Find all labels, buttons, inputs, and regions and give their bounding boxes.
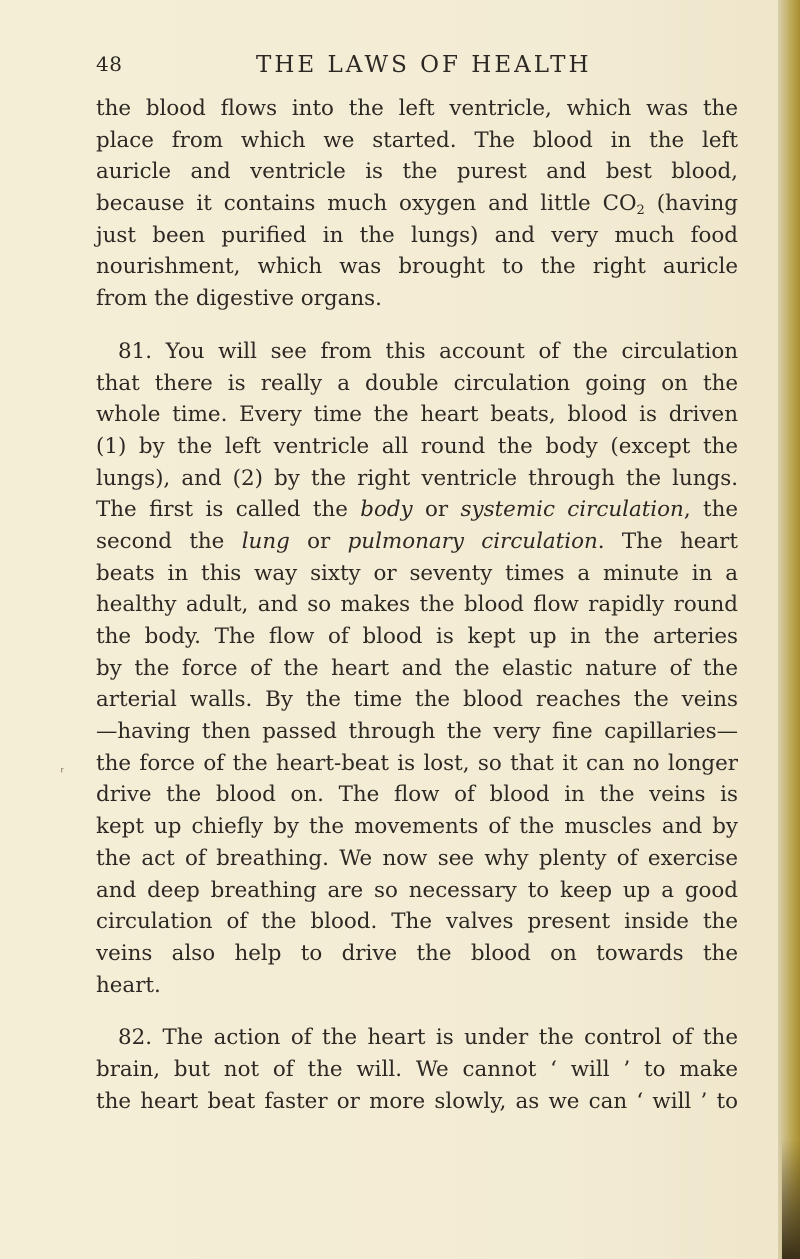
text-line: brain, but not of the will. We cannot ‘ will ’ to make (96, 1056, 738, 1082)
text-line (96, 494, 738, 526)
text-line: arterial walls. By the time the blood reaches the veins (96, 687, 738, 713)
text-line: veins also help to drive the blood on towards the (96, 940, 738, 966)
body-text (96, 93, 738, 1117)
text-line: the blood flows into the left ventricle, which was the (96, 96, 738, 121)
text-fragment: , the (683, 497, 739, 523)
paragraph-number: 81. (118, 338, 153, 364)
italic-term: body (360, 497, 413, 523)
text-line: just been purified in the lungs) and very much food (96, 222, 738, 248)
text-line: by the force of the heart and the elastic nature of the (96, 655, 738, 681)
running-title: THE LAWS OF HEALTH (256, 52, 592, 78)
text-line: the body. The flow of blood is kept up in the arteries (96, 624, 738, 649)
text-line: from the digestive organs. (96, 286, 382, 312)
text-line: the heart beat faster or more slowly, as we can ‘ will ’ to (96, 1088, 738, 1114)
italic-term: lung (241, 528, 290, 554)
text-fragment: You will see from this account of the circulation (165, 338, 738, 364)
margin-mark: ⸢ (60, 766, 65, 780)
text-line (96, 336, 738, 368)
text-line (96, 188, 738, 220)
text-fragment: The first is called the (96, 497, 361, 523)
text-line: auricle and ventricle is the purest and best blood, (96, 159, 738, 185)
paragraph-number: 82. (118, 1025, 153, 1051)
text-line: nourishment, which was brought to the right auricle (96, 254, 738, 280)
subscript: 2 (636, 203, 645, 219)
text-fragment: second the (96, 528, 242, 554)
text-line (96, 526, 738, 558)
text-line: that there is really a double circulation going on the (96, 370, 738, 396)
text-line: whole time. Every time the heart beats, blood is driven (96, 402, 738, 428)
text-line: lungs), and (2) by the right ventricle through the lungs. (96, 465, 738, 491)
italic-term: systemic circulation (460, 497, 684, 523)
page-edge (778, 0, 800, 1259)
page-header (96, 52, 746, 86)
text-fragment: or (289, 528, 348, 554)
text-line: the act of breathing. We now see why plenty of exercise (96, 845, 738, 871)
text-line: beats in this way sixty or seventy times a minute in a (96, 560, 738, 586)
text-line: (1) by the left ventricle all round the body (except the (96, 433, 738, 459)
text-line: drive the blood on. The flow of blood in the veins is (96, 782, 738, 808)
page-number: 48 (96, 52, 123, 76)
text-line (96, 1022, 738, 1054)
text-fragment: because it contains much oxygen and little CO (96, 191, 637, 217)
text-line: and deep breathing are so necessary to keep up a good (96, 877, 738, 903)
text-fragment: . The heart (597, 528, 738, 554)
text-line: heart. (96, 972, 161, 998)
text-line: circulation of the blood. The valves present inside the (96, 909, 738, 935)
text-line: healthy adult, and so makes the blood flow rapidly round (96, 592, 738, 618)
text-line: place from which we started. The blood in the left (96, 127, 738, 153)
text-line: kept up chiefly by the movements of the muscles and by (96, 814, 738, 840)
text-line: the force of the heart-beat is lost, so that it can no longer (96, 750, 738, 776)
text-line: —having then passed through the very fine capillaries— (96, 719, 738, 745)
text-fragment: The action of the heart is under the control of the (162, 1025, 738, 1051)
text-fragment: or (412, 497, 461, 523)
page-edge-shadow (782, 1139, 800, 1259)
text-fragment: (having (644, 191, 738, 217)
italic-term: pulmonary circulation (347, 528, 598, 554)
